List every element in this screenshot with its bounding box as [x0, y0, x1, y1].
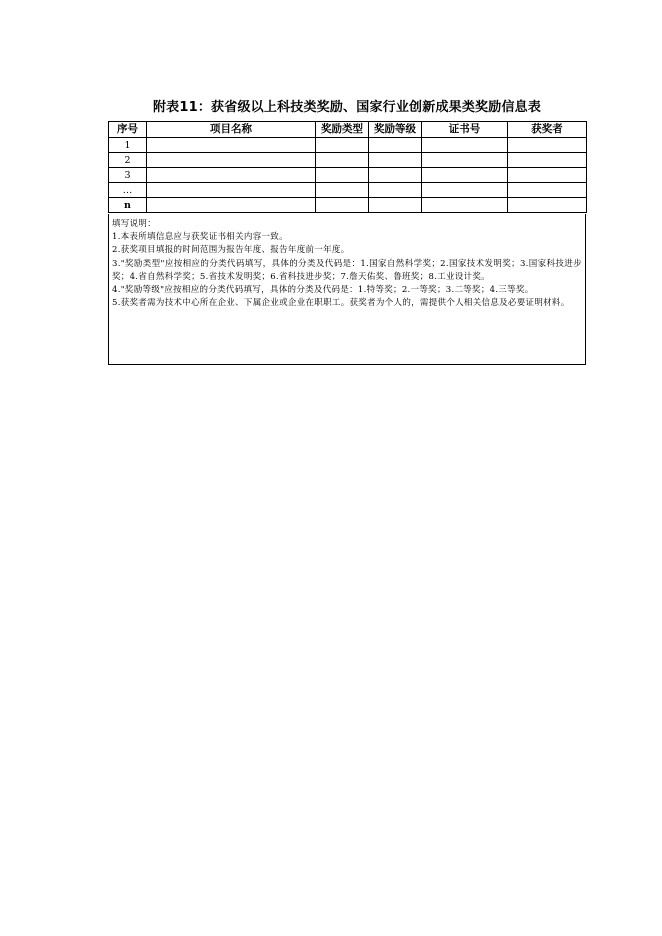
- cell-award-type[interactable]: [316, 198, 369, 213]
- header-award-level: 奖励等级: [369, 122, 422, 138]
- instruction-item: 1.本表所填信息应与获奖证书相关内容一致。: [112, 232, 288, 243]
- row-seq: n: [109, 198, 147, 213]
- cell-award-level[interactable]: [369, 183, 422, 198]
- cell-certificate-no[interactable]: [422, 153, 508, 168]
- cell-award-type[interactable]: [316, 183, 369, 198]
- header-certificate-no: 证书号: [422, 122, 508, 138]
- cell-award-level[interactable]: [369, 168, 422, 183]
- instructions-heading: 填写说明：: [112, 219, 157, 229]
- cell-awardee[interactable]: [508, 198, 587, 213]
- table-header-row: [109, 122, 587, 138]
- header-awardee: 获奖者: [508, 122, 587, 138]
- row-seq: 3: [109, 168, 147, 183]
- header-award-type: 奖励类型: [316, 122, 369, 138]
- header-project-name: 项目名称: [147, 122, 316, 138]
- instruction-item: 5.获奖者需为技术中心所在企业、下属企业或企业在职职工。获奖者为个人的，需提供个人相关信息及必要证明材料。: [112, 298, 570, 309]
- cell-project-name[interactable]: [147, 168, 316, 183]
- instruction-item: 4."奖励等级"应按相应的分类代码填写，具体的分类及代码是：1.特等奖；2.一等奖；3.二等奖；4.三等奖。: [112, 285, 534, 296]
- cell-awardee[interactable]: [508, 138, 587, 153]
- cell-award-level[interactable]: [369, 198, 422, 213]
- award-info-table: [108, 121, 587, 213]
- cell-project-name[interactable]: [147, 183, 316, 198]
- cell-award-level[interactable]: [369, 138, 422, 153]
- cell-project-name[interactable]: [147, 138, 316, 153]
- instruction-item: 2.获奖项目填报的时间范围为报告年度、报告年度前一年度。: [112, 245, 350, 256]
- row-seq: 2: [109, 153, 147, 168]
- table-row: [109, 168, 587, 183]
- instruction-item: 3."奖励类型"应按相应的分类代码填写，具体的分类及代码是：1.国家自然科学奖；2.国家技术发明奖；3.国家科技进步奖；4.省自然科学奖；5.省技术发明奖；6.省科技进步奖；7.詹天佑奖、鲁班奖；8.工业设计奖。: [112, 258, 582, 282]
- cell-project-name[interactable]: [147, 198, 316, 213]
- row-seq: 1: [109, 138, 147, 153]
- cell-certificate-no[interactable]: [422, 138, 508, 153]
- cell-certificate-no[interactable]: [422, 198, 508, 213]
- cell-awardee[interactable]: [508, 168, 587, 183]
- table-row: [109, 153, 587, 168]
- cell-award-type[interactable]: [316, 138, 369, 153]
- table-row: [109, 183, 587, 198]
- cell-awardee[interactable]: [508, 153, 587, 168]
- table-row: [109, 138, 587, 153]
- cell-awardee[interactable]: [508, 183, 587, 198]
- cell-award-type[interactable]: [316, 168, 369, 183]
- cell-certificate-no[interactable]: [422, 183, 508, 198]
- cell-project-name[interactable]: [147, 153, 316, 168]
- cell-award-type[interactable]: [316, 153, 369, 168]
- form-title: 附表11：获省级以上科技类奖励、国家行业创新成果类奖励信息表: [152, 100, 542, 115]
- header-seq: 序号: [109, 122, 147, 138]
- cell-certificate-no[interactable]: [422, 168, 508, 183]
- row-seq: …: [109, 183, 147, 198]
- cell-award-level[interactable]: [369, 153, 422, 168]
- table-row: [109, 198, 587, 213]
- filling-instructions: [108, 214, 586, 365]
